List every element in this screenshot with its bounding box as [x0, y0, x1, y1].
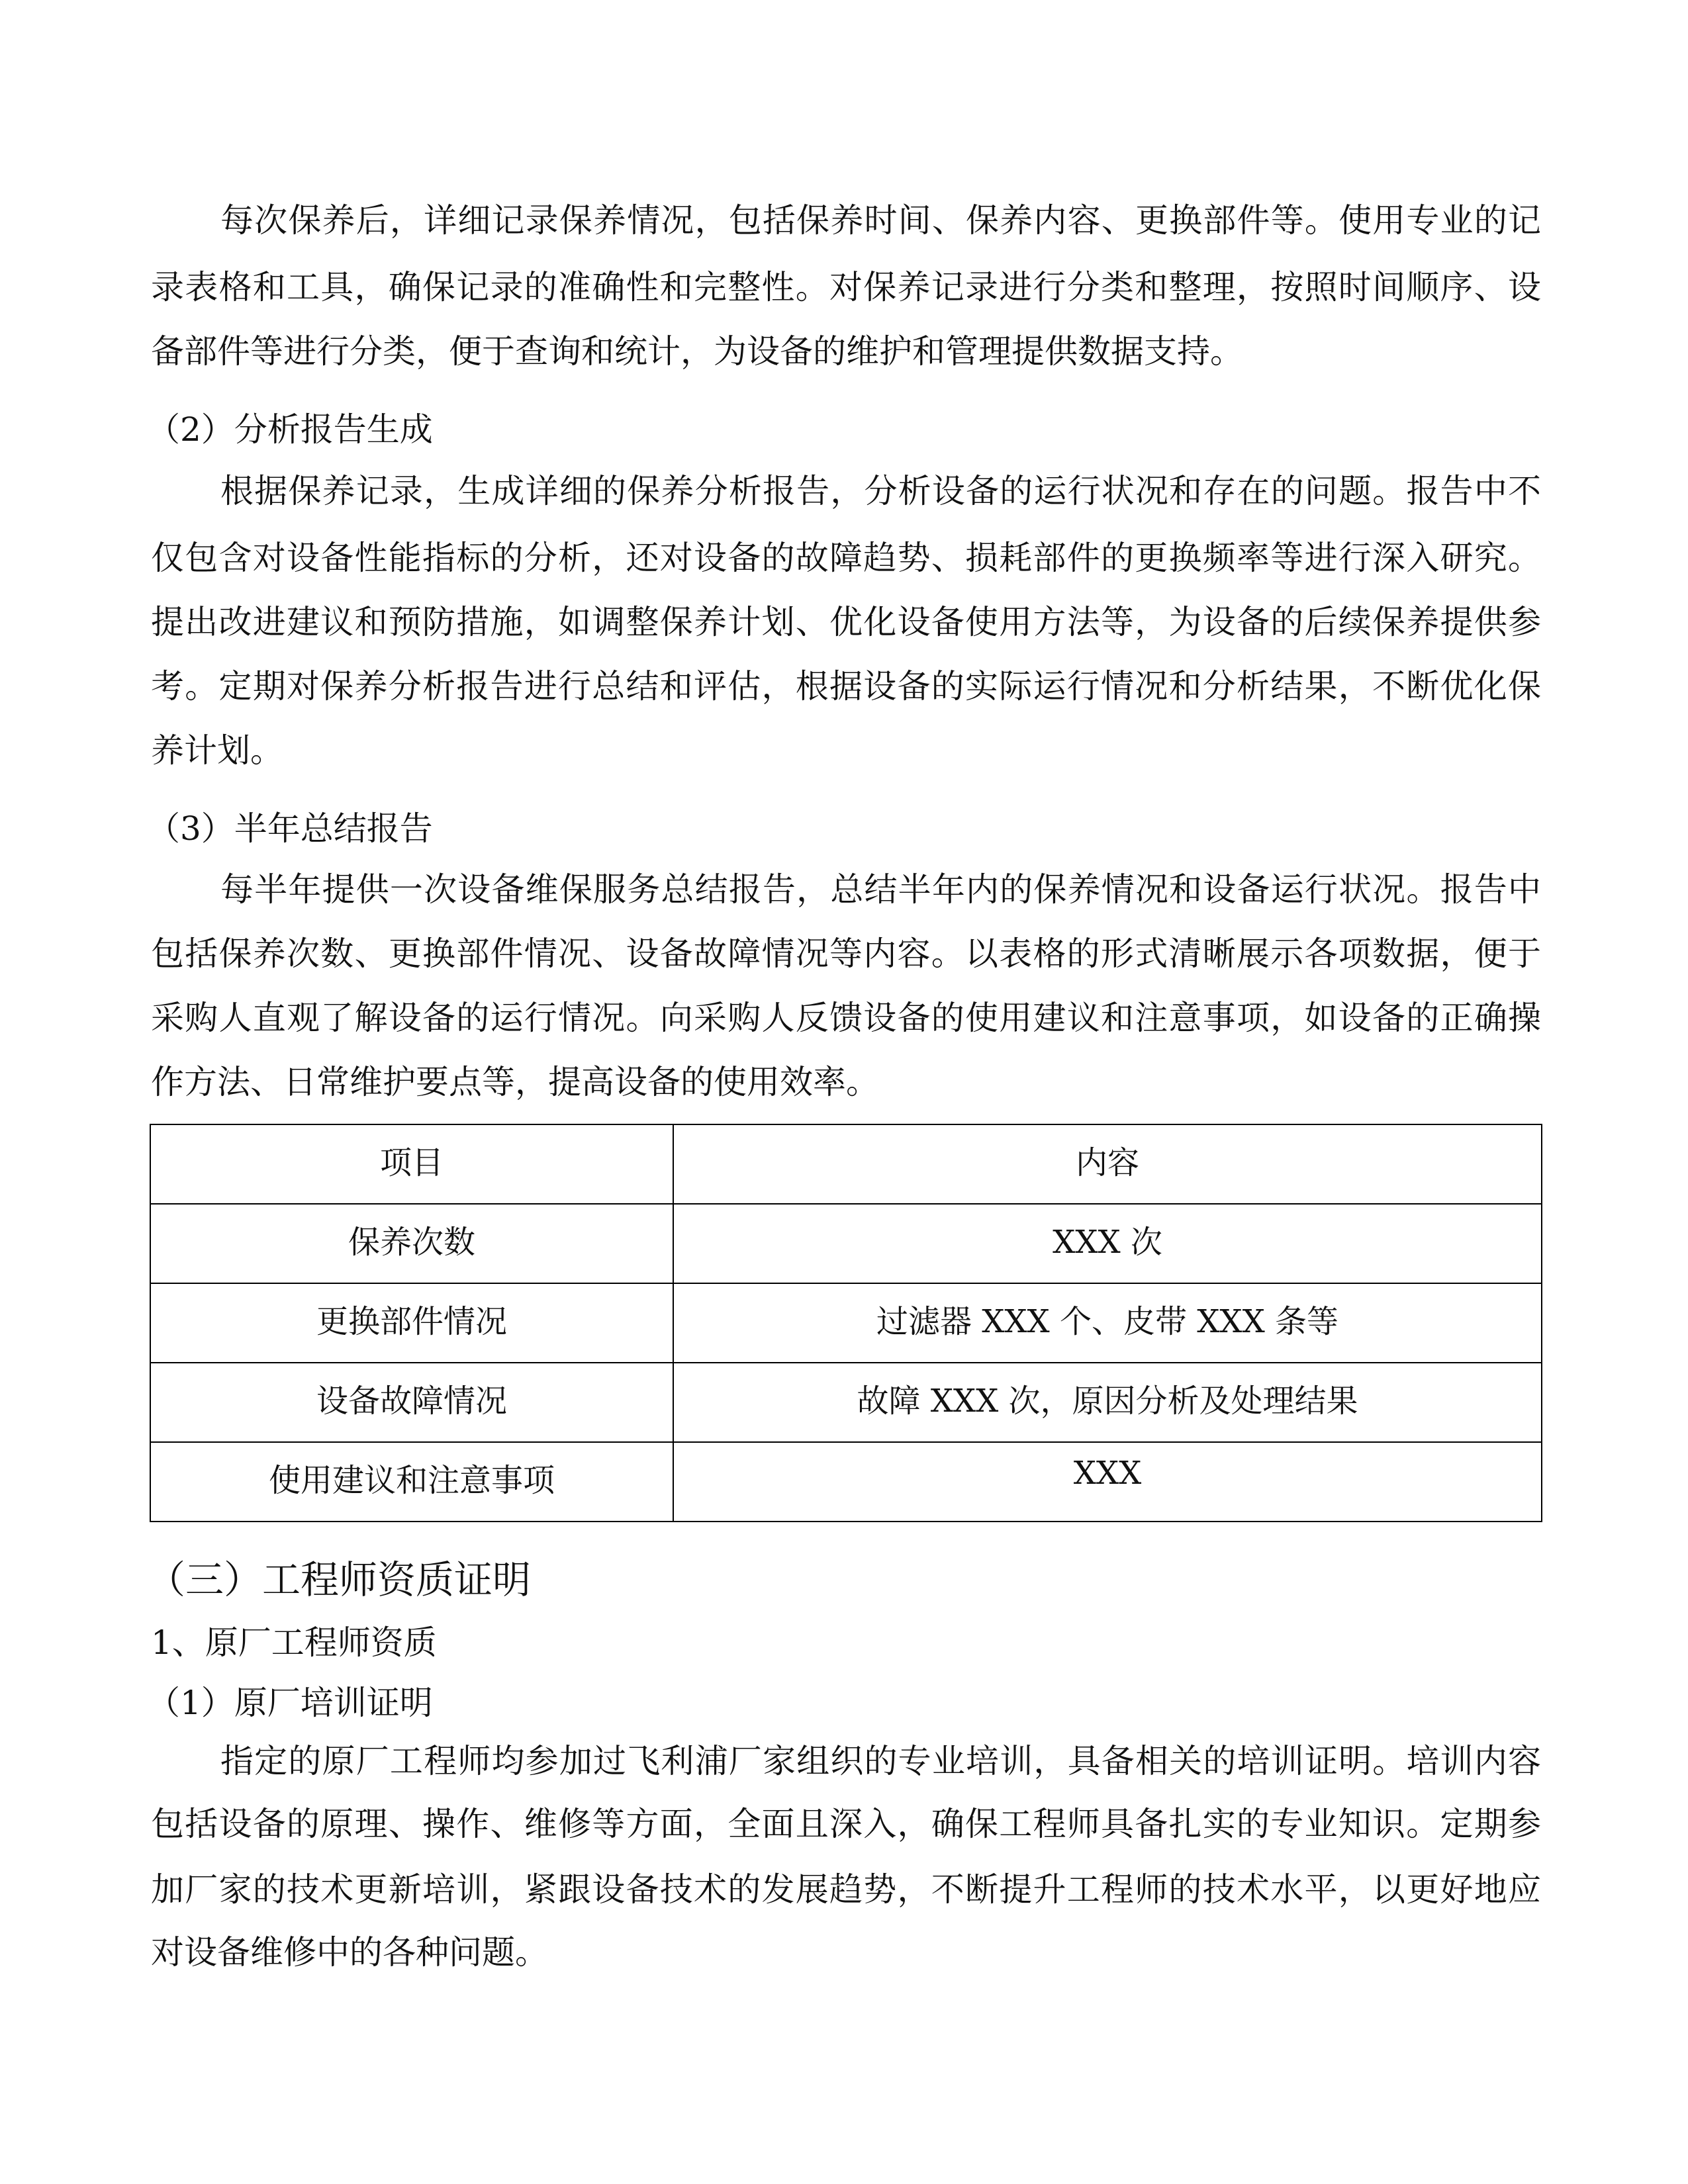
table-header-cell: 内容 — [673, 1124, 1542, 1204]
paragraph-line: 备部件等进行分类，便于查询和统计，为设备的维护和管理提供数据支持。 — [151, 332, 1243, 371]
engineer-subheading: 1、原厂工程师资质 — [151, 1623, 437, 1662]
summary-table — [150, 1124, 1542, 1522]
table-cell: 故障 XXX 次，原因分析及处理结果 — [673, 1363, 1542, 1442]
analysis-heading: （2）分析报告生成 — [147, 410, 433, 449]
paragraph-line: 录表格和工具，确保记录的准确性和完整性。对保养记录进行分类和整理，按照时间顺序、设 — [151, 268, 1541, 306]
paragraph-line: 每半年提供一次设备维保服务总结报告，总结半年内的保养情况和设备运行状况。报告中 — [220, 870, 1541, 909]
paragraph-line: 包括保养次数、更换部件情况、设备故障情况等内容。以表格的形式清晰展示各项数据，便于 — [151, 934, 1541, 973]
paragraph-line: 加厂家的技术更新培训，紧跟设备技术的发展趋势，不断提升工程师的技术水平，以更好地应 — [151, 1870, 1541, 1909]
training-heading: （1）原厂培训证明 — [147, 1684, 433, 1722]
table-cell: XXX — [673, 1442, 1542, 1522]
paragraph-line: 对设备维修中的各种问题。 — [151, 1933, 548, 1972]
paragraph-line: 作方法、日常维护要点等，提高设备的使用效率。 — [151, 1063, 879, 1101]
table-row — [150, 1363, 1542, 1442]
paragraph-line: 养计划。 — [151, 731, 283, 770]
table-cell: XXX 次 — [673, 1204, 1542, 1283]
table-row — [150, 1442, 1542, 1522]
table-header-row — [150, 1124, 1542, 1204]
table-header-cell: 项目 — [150, 1124, 673, 1204]
table-cell: 设备故障情况 — [150, 1363, 673, 1442]
table-cell: 保养次数 — [150, 1204, 673, 1283]
table-row — [150, 1204, 1542, 1283]
paragraph-line: 仅包含对设备性能指标的分析，还对设备的故障趋势、损耗部件的更换频率等进行深入研究。 — [151, 539, 1541, 577]
table-cell: 更换部件情况 — [150, 1283, 673, 1363]
table-row — [150, 1283, 1542, 1363]
halfyear-heading: （3）半年总结报告 — [147, 809, 433, 848]
paragraph-line: 指定的原厂工程师均参加过飞利浦厂家组织的专业培训，具备相关的培训证明。培训内容 — [220, 1742, 1541, 1780]
engineer-section-heading: （三）工程师资质证明 — [147, 1557, 532, 1602]
paragraph-line: 考。定期对保养分析报告进行总结和评估，根据设备的实际运行情况和分析结果，不断优化保 — [151, 667, 1541, 705]
table-cell: 使用建议和注意事项 — [150, 1442, 673, 1522]
paragraph-line: 采购人直观了解设备的运行情况。向采购人反馈设备的使用建议和注意事项，如设备的正确操 — [151, 999, 1541, 1037]
paragraph-line: 根据保养记录，生成详细的保养分析报告，分析设备的运行状况和存在的问题。报告中不 — [220, 472, 1541, 510]
table-cell: 过滤器 XXX 个、皮带 XXX 条等 — [673, 1283, 1542, 1363]
paragraph-line: 提出改进建议和预防措施，如调整保养计划、优化设备使用方法等，为设备的后续保养提供参 — [151, 603, 1541, 641]
paragraph-line: 包括设备的原理、操作、维修等方面，全面且深入，确保工程师具备扎实的专业知识。定期参 — [151, 1805, 1541, 1843]
paragraph-line: 每次保养后，详细记录保养情况，包括保养时间、保养内容、更换部件等。使用专业的记 — [220, 201, 1541, 240]
